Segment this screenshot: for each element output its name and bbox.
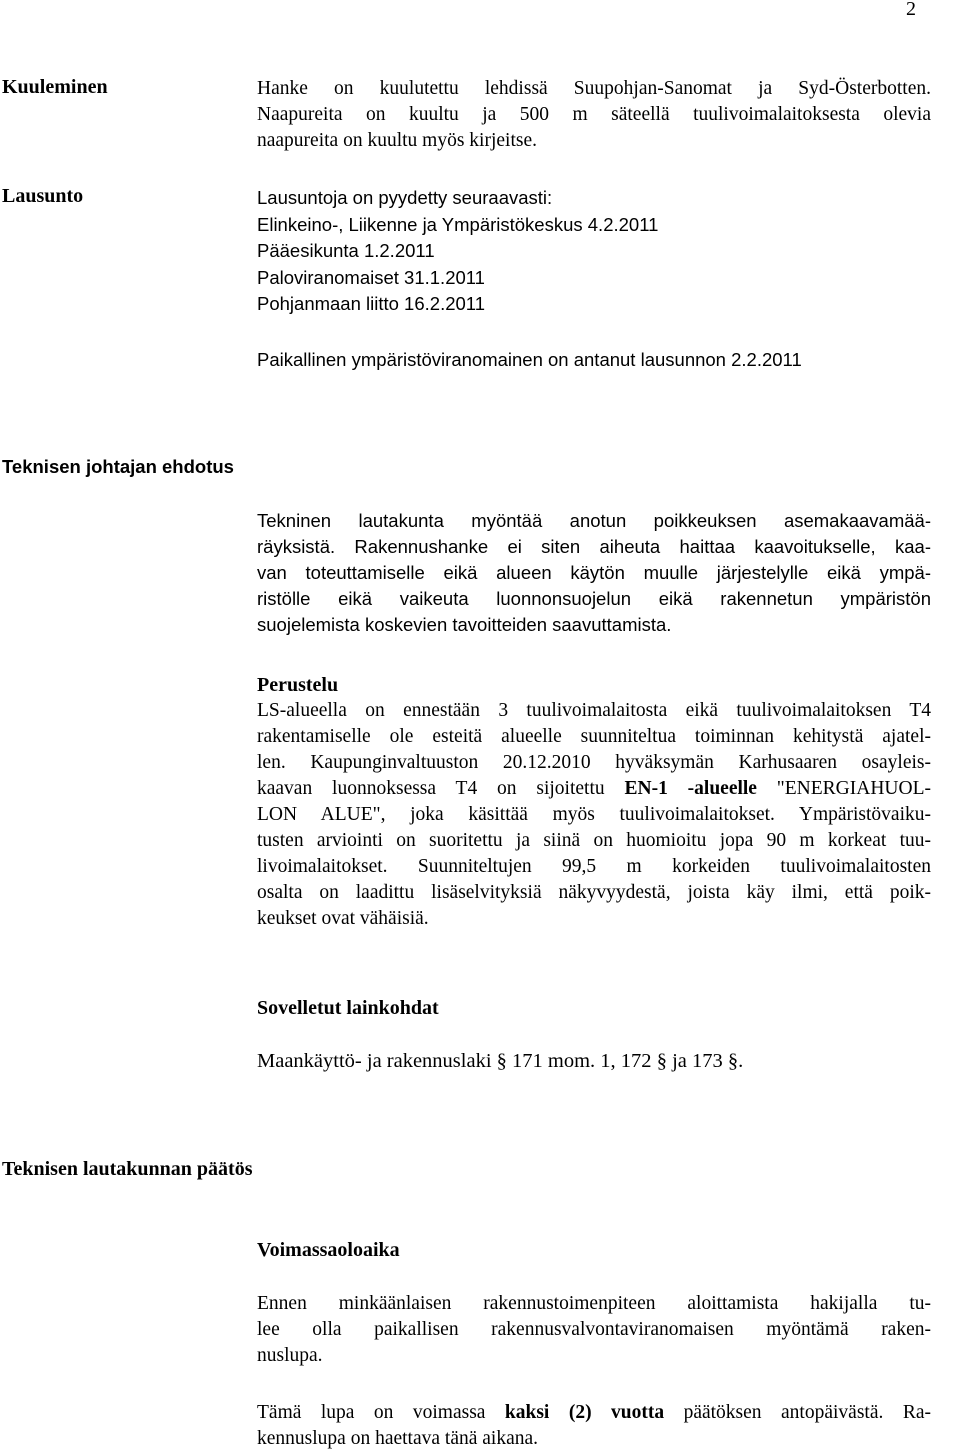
text-line: LON ALUE", joka käsittää myös tuulivoimalaitokset. Ympäristövaiku- [257, 804, 931, 825]
text-line: kennuslupa on haettava tänä aikana. [257, 1428, 539, 1449]
kuuleminen-label: Kuuleminen [2, 76, 108, 98]
lainkohdat-section [257, 995, 931, 1021]
text-run: "ENERGIAHUOL- [756, 778, 931, 799]
list-item: Pääesikunta 1.2.2011 [257, 240, 435, 261]
text-line [257, 1400, 931, 1426]
lausunto-note [257, 347, 931, 373]
voimassaoloaika-validity [257, 1400, 931, 1452]
perustelu-section [257, 672, 931, 932]
text-line: Naapureita on kuultu ja 500 m säteellä tuulivoimalaitoksesta olevia [257, 104, 931, 125]
lausunto-list [257, 185, 931, 318]
ehdotus-heading: Teknisen johtajan ehdotus [2, 456, 234, 477]
text-run: 171 mom. 1, 172 [506, 1050, 657, 1072]
section-sign: § [656, 1050, 667, 1072]
ehdotus-text [257, 508, 931, 638]
text-line: LS-alueella on ennestään 3 tuulivoimalaitosta eikä tuulivoimalaitoksen T4 [257, 700, 931, 721]
text-line: tusten arviointi on suoritettu ja siinä on huomioitu jopa 90 m korkeat tuu- [257, 830, 931, 851]
text-line: suojelemista koskevien tavoitteiden saavuttamista. [257, 614, 672, 635]
zone-name: EN-1 -alueelle [624, 778, 757, 799]
text-line: osalta on laadittu lisäselvityksiä näkyvyydestä, joista käy ilmi, että poik- [257, 882, 931, 903]
text-line: naapureita on kuultu myös kirjeitse. [257, 130, 537, 151]
text-line: Ennen minkäänlaisen rakennustoimenpiteen aloittamista hakijalla tu- [257, 1293, 931, 1314]
paatos-heading: Teknisen lautakunnan päätös [2, 1158, 253, 1180]
text-line: Hanke on kuulutettu lehdissä Suupohjan-Sanomat ja Syd-Österbotten. [257, 78, 931, 99]
validity-period: kaksi (2) vuotta [504, 1402, 665, 1423]
text-line [257, 776, 931, 802]
list-item: Paloviranomaiset 31.1.2011 [257, 266, 485, 288]
lainkohdat-text [257, 1048, 931, 1074]
section-sign: § [496, 1050, 507, 1072]
text-line: rakentamiselle ole esteitä alueelle suunniteltua toiminnan kehitystä ajatel- [257, 726, 931, 747]
section-sign: § [727, 1050, 739, 1072]
text-run: . [738, 1050, 744, 1072]
text-line: nuslupa. [257, 1345, 323, 1366]
text-line [257, 1048, 931, 1074]
text-run: ja 173 [666, 1050, 728, 1072]
perustelu-heading: Perustelu [257, 674, 339, 696]
voimassaoloaika-text [257, 1291, 931, 1369]
text-line: lee olla paikallisen rakennusvalvontaviranomaisen myöntämä raken- [257, 1319, 931, 1340]
voimassaoloaika-heading: Voimassaoloaika [257, 1239, 400, 1261]
text-run: Tämä lupa on voimassa [257, 1402, 505, 1423]
list-item: Pohjanmaan liitto 16.2.2011 [257, 293, 485, 314]
list-item: Elinkeino-, Liikenne ja Ympäristökeskus 4.2.2011 [257, 213, 659, 235]
text-run: kaavan luonnoksessa T4 on sijoitettu [257, 778, 625, 799]
text-line: Tekninen lautakunta myöntää anotun poikkeuksen asemakaavamää- [257, 510, 931, 531]
page-number: 2 [906, 0, 916, 20]
lausunto-label: Lausunto [2, 185, 84, 207]
text-line: räyksistä. Rakennushanke ei siten aiheuta haittaa kaavoitukselle, kaa- [257, 536, 931, 557]
text-line: van toteuttamiselle eikä alueen käytön muulle järjestelylle eikä ympä- [257, 562, 931, 583]
text-line: len. Kaupunginvaltuuston 20.12.2010 hyväksymän Karhusaaren osayleis- [257, 752, 931, 773]
text-line: keukset ovat vähäisiä. [257, 908, 429, 929]
kuuleminen-text [257, 76, 931, 154]
text-line: ristölle eikä vaikeuta luonnonsuojelun eikä rakennetun ympäristön [257, 588, 931, 609]
lainkohdat-heading: Sovelletut lainkohdat [257, 997, 439, 1019]
voimassaoloaika-section [257, 1237, 931, 1263]
text-run: Maankäyttö- ja rakennuslaki [257, 1050, 497, 1072]
text-line: livoimalaitokset. Suunniteltujen 99,5 m korkeiden tuulivoimalaitosten [257, 856, 931, 877]
text-line: Paikallinen ympäristöviranomainen on antanut lausunnon 2.2.2011 [257, 349, 802, 370]
text-run: päätöksen antopäivästä. Ra- [664, 1402, 931, 1423]
list-item: Lausuntoja on pyydetty seuraavasti: [257, 187, 553, 208]
